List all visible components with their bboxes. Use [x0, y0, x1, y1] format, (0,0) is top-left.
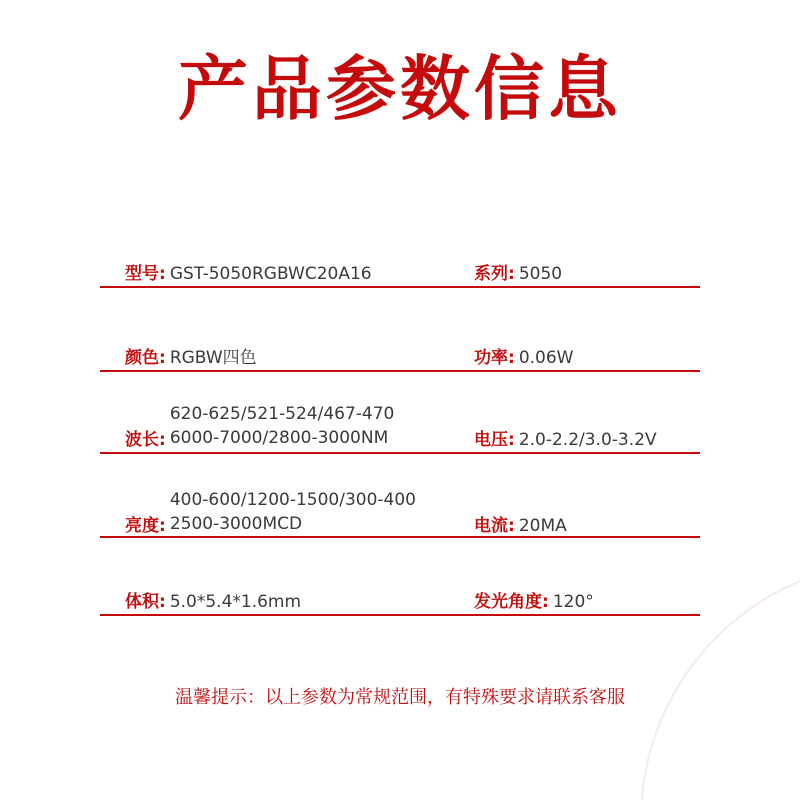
spec-angle-label: 发光角度:	[474, 592, 549, 612]
spec-power-label: 功率:	[474, 348, 515, 368]
spec-voltage	[474, 402, 657, 450]
spec-power-value: 0.06W	[518, 348, 574, 368]
spec-angle-value: 120°	[552, 592, 594, 612]
spec-brightness-value-line-1: 400-600/1200-1500/300-400	[169, 490, 416, 510]
spec-wavelength-label: 波长:	[125, 430, 166, 450]
spec-model	[125, 258, 372, 284]
spec-wavelength	[125, 402, 394, 450]
spec-color	[125, 342, 257, 368]
notice-text: 温馨提示：以上参数为常规范围，有特殊要求请联系客服	[175, 687, 625, 708]
spec-current-label: 电流:	[474, 516, 515, 536]
spec-brightness-label: 亮度:	[125, 516, 166, 536]
spec-row-wavelength	[100, 402, 700, 454]
spec-size	[125, 586, 301, 612]
row-divider	[100, 286, 700, 288]
spec-power	[474, 342, 573, 368]
spec-color-label: 颜色:	[125, 348, 166, 368]
page-title: 产品参数信息	[178, 48, 622, 130]
spec-current	[474, 488, 567, 536]
spec-wavelength-value-line-2: 6000-7000/2800-3000NM	[169, 428, 389, 448]
spec-voltage-label: 电压:	[474, 430, 515, 450]
spec-brightness	[125, 488, 416, 536]
row-divider	[100, 614, 700, 616]
spec-size-value: 5.0*5.4*1.6mm	[169, 592, 302, 612]
spec-row-brightness	[100, 488, 700, 540]
spec-series-value: 5050	[518, 264, 563, 284]
spec-voltage-value: 2.0-2.2/3.0-3.2V	[518, 430, 657, 450]
row-divider	[100, 370, 700, 372]
spec-series	[474, 258, 562, 284]
spec-wavelength-value-line-1: 620-625/521-524/467-470	[169, 404, 395, 424]
spec-row-size	[100, 586, 700, 618]
spec-model-label: 型号:	[125, 264, 166, 284]
spec-wavelength-value	[170, 402, 395, 450]
spec-size-label: 体积:	[125, 592, 166, 612]
spec-color-value: RGBW四色	[169, 348, 257, 368]
spec-angle	[474, 586, 594, 612]
spec-brightness-value-line-2: 2500-3000MCD	[169, 514, 303, 534]
row-divider	[100, 452, 700, 454]
row-divider	[100, 536, 700, 538]
spec-model-value: GST-5050RGBWC20A16	[169, 264, 372, 284]
spec-row-model	[100, 258, 700, 290]
spec-brightness-value	[170, 488, 416, 536]
spec-row-color	[100, 342, 700, 374]
spec-series-label: 系列:	[474, 264, 515, 284]
spec-current-value: 20MA	[518, 516, 567, 536]
